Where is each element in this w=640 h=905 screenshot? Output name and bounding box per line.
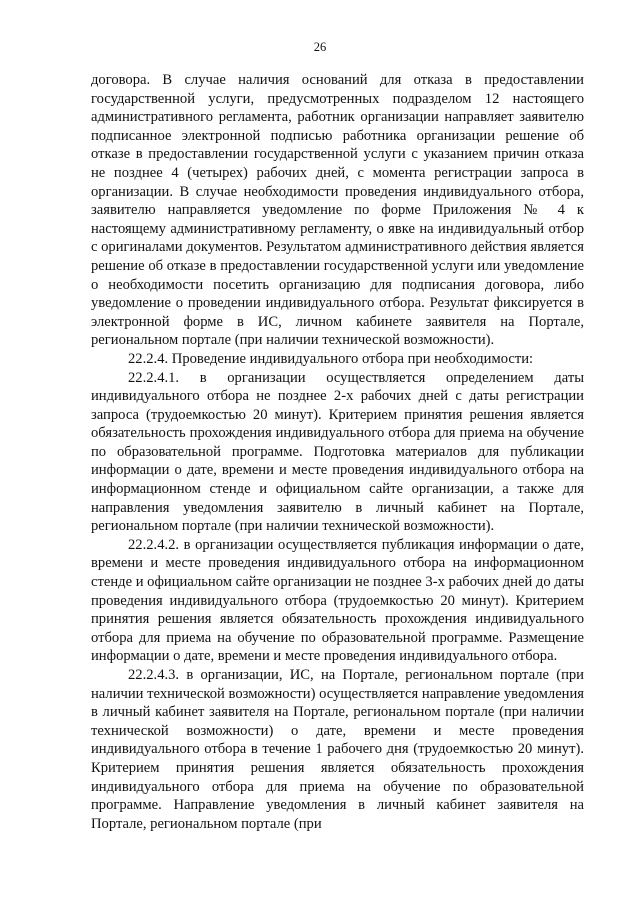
- paragraph-22-2-4-2: 22.2.4.2. в организации осуществляется публикация информации о дате, времени и месте проведения индивидуального отбора на информационном стенде и официальном сайте организации не позднее 3-х рабочих дней до даты проведения индивидуального отбора (трудоемкостью 20 минут). Критерием принятия решения является обязательность прохождения индивидуального отбора для приема на обучение по образовательной программе. Размещение информации о дате, времени и месте проведения индивидуального отбора.: [91, 536, 584, 665]
- page-number: 26: [313, 40, 327, 54]
- paragraph-refusal-decision: договора. В случае наличия оснований для отказа в предоставлении государственной услуги, предусмотренных подразделом 12 настоящего административного регламента, работник организации направляет заявителю подписанное электронной подписью работника организации решение об отказе в предоставлении государственной услуги с указанием причин отказа не позднее 4 (четырех) рабочих дней, с момента регистрации запроса в организации. В случае необходимости проведения индивидуального отбора, заявителю направляется уведомление по форме Приложения № 4 к настоящему административному регламенту, о явке на индивидуальный отбор с оригиналами документов. Результатом административного действия является решение об отказе в предоставлении государственной услуги или уведомление о необходимости посетить организацию для подписания договора, либо уведомление о проведении индивидуального отбора. Результат фиксируется в электронной форме в ИС, личном кабинете заявителя на Портале, региональном портале (при наличии технической возможности).: [91, 72, 584, 349]
- document-body: [91, 71, 584, 833]
- paragraph-22-2-4: 22.2.4. Проведение индивидуального отбора при необходимости:: [128, 350, 534, 367]
- paragraph-22-2-4-3: 22.2.4.3. в организации, ИС, на Портале, региональном портале (при наличии технической возможности) осуществляется направление уведомления в личный кабинет заявителя на Портале, региональном портале (при наличии технической возможности) о дате, времени и месте проведения индивидуального отбора в течение 1 рабочего дня (трудоемкостью 20 минут). Критерием принятия решения является обязательность прохождения индивидуального отбора для приема на обучение по образовательной программе. Направление уведомления в личный кабинет заявителя на Портале, региональном портале (при: [91, 667, 584, 832]
- paragraph-22-2-4-1: 22.2.4.1. в организации осуществляется определением даты индивидуального отбора не позднее 2-х рабочих дней с даты регистрации запроса (трудоемкостью 20 минут). Критерием принятия решения является обязательность прохождения индивидуального отбора для приема на обучение по образовательной программе. Подготовка материалов для публикации информации о дате, времени и месте проведения индивидуального отбора на информационном стенде и официальном сайте организации, а также для направления уведомления заявителю в личный кабинет на Портале, региональном портале (при наличии технической возможности).: [91, 369, 584, 535]
